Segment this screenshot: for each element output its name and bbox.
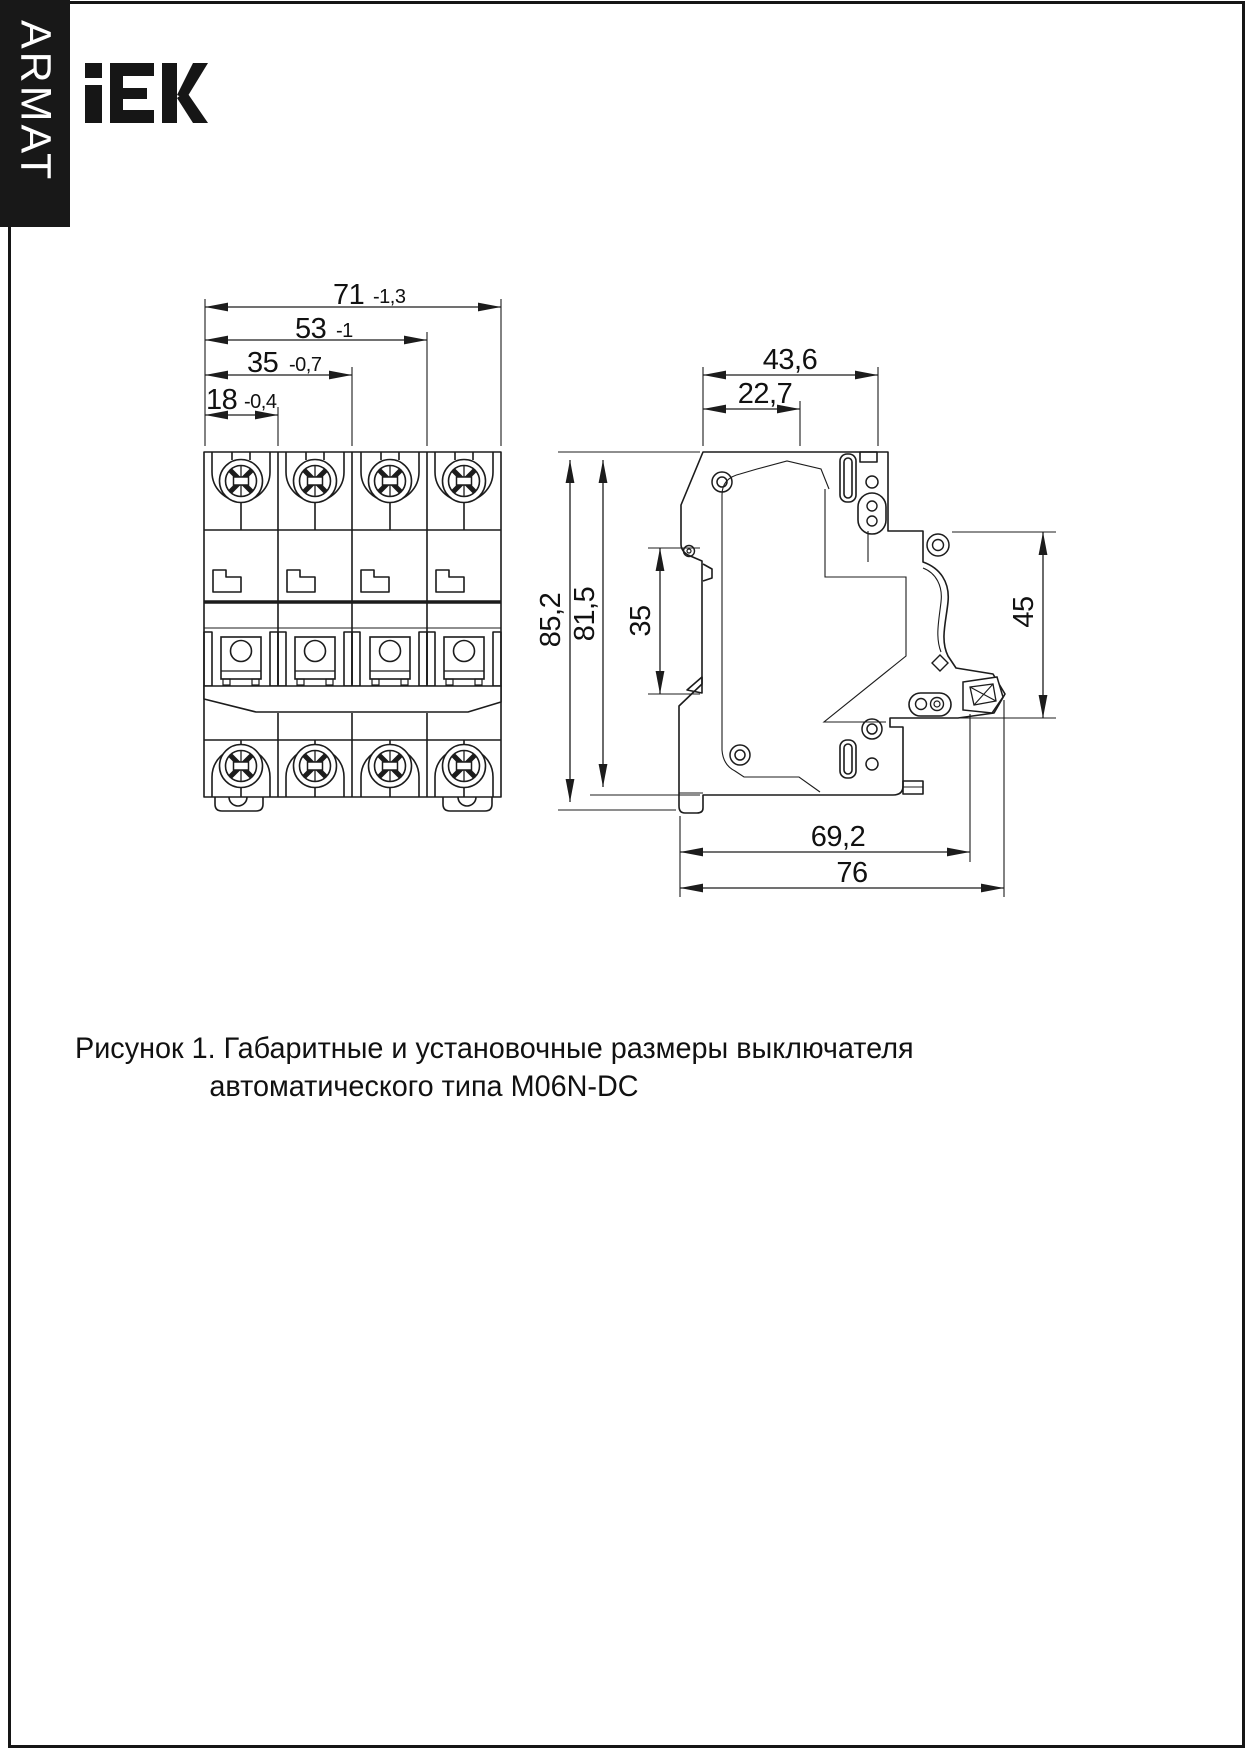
side-view [535, 344, 1056, 897]
dim-18: 18 [206, 384, 238, 416]
front-handle-tie-bar [204, 686, 501, 712]
dim-85-2: 85,2 [535, 592, 567, 648]
dim-22-7: 22,7 [737, 378, 793, 410]
dim-69-2: 69,2 [810, 821, 866, 853]
dim-81-5: 81,5 [569, 586, 601, 642]
front-view [204, 279, 501, 811]
dim-53-tol: -1 [336, 320, 353, 342]
side-din-claws [684, 546, 713, 694]
dim-35-tol: -0,7 [289, 354, 322, 376]
dim-43-6: 43,6 [762, 344, 818, 376]
dim-53: 53 [295, 313, 327, 345]
figure-caption-line2: автоматического типа M06N-DC [209, 1070, 639, 1103]
dim-71: 71 [333, 279, 365, 311]
side-rivets [712, 472, 882, 765]
armat-banner-label: ARMAT [11, 20, 60, 183]
side-right-details [840, 452, 951, 794]
front-dimensions [205, 279, 501, 446]
dim-76: 76 [836, 857, 868, 889]
front-module-dividers [278, 452, 427, 797]
side-inner-lines [679, 461, 941, 793]
dim-71-tol: -1,3 [373, 286, 406, 308]
dim-18-tol: -0,4 [244, 391, 277, 413]
side-body-outline [679, 452, 1005, 813]
front-mount-tabs [215, 797, 492, 811]
dim-35-side: 35 [625, 605, 657, 637]
dim-35: 35 [247, 347, 279, 379]
side-dimensions [535, 344, 1056, 897]
figure-caption [75, 1030, 1035, 1106]
dim-45: 45 [1008, 596, 1040, 628]
figure-caption-line1: Рисунок 1. Габаритные и установочные размеры выключателя [75, 1032, 914, 1065]
